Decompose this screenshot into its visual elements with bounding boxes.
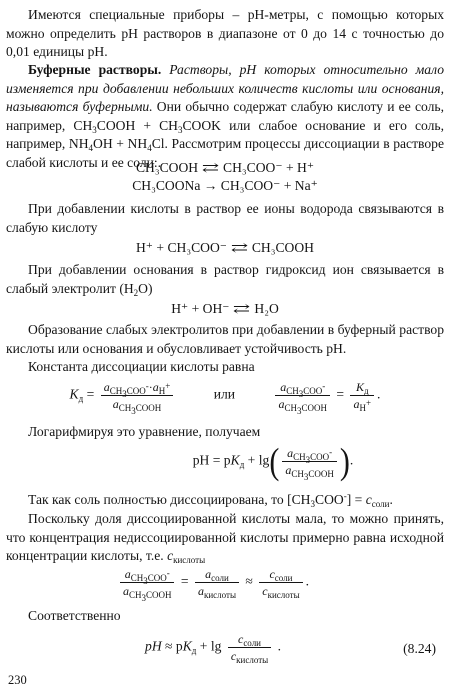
formula-ratio-approx: $\frac{a_{CH_3COO^-}}{a_{CH_3COOH}}$ = $\frac{a_{соли}}{a_{кислоты}}$ ≈ $\frac{c_{соли}}{c_{кислоты}}$ . xyxy=(0,567,438,598)
equilibrium-arrow-icon: ⇄ xyxy=(230,240,249,255)
equilibrium-arrow-icon: ⇄ xyxy=(233,301,251,316)
paragraph-buffer-solutions: Буферные растворы. Растворы, pH которых относительно мало изменяется при добавлении небольших количеств кислоты или основания, называются буферными. Они обычно содержат слабую кислоту и ее соль, например, $CH_3COOH$ + $CH_3COOK$ или слабое основание и его соль, например, $NH_4OH + NH_4Cl$. Рассмотрим процессы диссоциации в растворе слабой кислоты и ее соли:. xyxy=(6,62,444,170)
paragraph-adding-acid-text: При добавлении кислоты в раствор ее ионы водорода связываются в слабую кислоту xyxy=(6,201,444,235)
formula-dissociation-constant: $K_д$ = $\frac{a_{CH_3COO^-}\cdot a_{H^+}}{a_{CH_3COOH}}$ или $\frac{a_{CH_3COO^-}}{a_{CH_3COOH}}$ = $\frac{K_д}{a_{H^+}}$ . xyxy=(69,380,381,416)
salt-text-2: COO xyxy=(315,492,344,507)
formula-henderson: pH ≈ $pK_д + \lg$ $\frac{c_{соли}}{c_{кислоты}}$ . xyxy=(145,632,281,665)
fraction-kd: $\frac{a_{CH_3COO^-}\cdot a_{H^+}}{a_{CH_3COOH}}$ xyxy=(101,380,174,411)
paragraph-ph-meters-text: Имеются специальные приборы – pH-метры, с помощью которых можно определить pH растворов в диапазоне от 0 до 14 с точностью до 0,01 единицы pH. xyxy=(6,7,444,59)
paragraph-adding-base-text-2: O) xyxy=(138,280,153,296)
paragraph-ph-meters xyxy=(6,6,444,62)
buffer-text-3: COOK или слабое основание и его соль, например, NH xyxy=(6,117,444,151)
fraction-kd-over-h: $\frac{K_д}{a_{H^+}}$ xyxy=(350,380,374,411)
paragraph-logarithm-text: Логарифмируя это уравнение, получаем xyxy=(28,424,261,439)
eq3-left: H⁺ + CH₃COO⁻ xyxy=(135,240,227,255)
fraction-log: $\frac{a_{CH_3COO^-}}{a_{CH_3COOH}}$ xyxy=(282,446,337,477)
equation-dissociation-salt xyxy=(0,177,450,194)
formula-ph-log: pH = $pK_д + \lg$( $\frac{a_{CH_3COO^-}}{a_{CH_3COOH}}$ ). xyxy=(192,440,354,482)
buffer-solutions-heading: Буферные растворы. xyxy=(28,62,162,77)
equilibrium-arrow-icon: ⇄ xyxy=(201,160,220,175)
fraction-henderson: $\frac{c_{соли}}{c_{кислоты}}$ xyxy=(228,632,271,663)
equation-base-binding xyxy=(0,300,450,317)
fraction-ratio: $\frac{a_{CH_3COO^-}}{a_{CH_3COOH}}$ xyxy=(275,380,330,411)
eq3-right: CH₃COOH xyxy=(251,240,315,255)
fraction-activity-ratio: $\frac{a_{CH_3COO^-}}{a_{CH_3COOH}}$ xyxy=(120,567,175,598)
eq4-right: H₂O xyxy=(254,301,279,316)
paragraph-weak-electrolytes xyxy=(6,321,444,358)
paragraph-accordingly-text: Соответственно xyxy=(28,608,121,623)
buffer-text-5: Cl. Рассмотрим процессы диссоциации в растворе слабой кислоты и ее соли:. xyxy=(6,136,444,170)
or-word: или xyxy=(213,386,236,402)
page-number: 230 xyxy=(8,673,27,687)
eq2-right: CH₃COO⁻ + Na⁺ xyxy=(220,178,318,193)
paragraph-adding-acid xyxy=(6,200,444,237)
paragraph-adding-base: При добавлении основания в раствор гидроксид ион связывается в слабый электролит $(H_2O)$ xyxy=(6,262,444,298)
fraction-conc-salt-acid: $\frac{c_{соли}}{c_{кислоты}}$ xyxy=(259,567,302,598)
paragraph-dissociation-constant xyxy=(6,358,444,377)
salt-text-3: ] = xyxy=(346,492,366,507)
eq1-right: CH₃COO⁻ + H⁺ xyxy=(223,160,315,175)
buffer-text-1: Они обычно содержат слабую кислоту и ее соль, например, CH xyxy=(6,99,444,133)
paragraph-salt-dissociated: Так как соль полностью диссоциирована, то $[CH_3COO^-] = c_{соли}$. xyxy=(28,491,393,509)
paragraph-weak-electrolytes-text: Образование слабых электролитов при добавлении в буферный раствор кислоты или основания и обусловливает устойчивость pH. xyxy=(6,322,444,356)
equation-dissociation-acid xyxy=(0,159,450,176)
paragraph-acid-fraction: Поскольку доля диссоциированной кислоты мала, то можно принять, что концентрация недиссоциированной кислоты примерно равна исходной концентрации кислоты, т.е. $c_{кислоты}$ xyxy=(6,511,444,565)
paragraph-logarithm xyxy=(6,423,444,442)
eq1-left: CH₃COOH xyxy=(135,160,199,175)
eq2-left: CH₃COONa xyxy=(132,178,201,193)
paragraph-acid-fraction-text: Поскольку доля диссоциированной кислоты мала, то можно принять, что концентрация недиссоциированной кислоты примерно равна исходной концентрации кислоты, т.е. xyxy=(6,511,444,563)
paragraph-accordingly xyxy=(6,607,444,626)
fraction-activity-salt-acid: $\frac{a_{соли}}{a_{кислоты}}$ xyxy=(195,567,239,598)
paragraph-dissociation-constant-text: Константа диссоциации кислоты равна xyxy=(28,359,255,374)
equation-acid-binding xyxy=(0,239,450,256)
buffer-text-2: COOH + CH xyxy=(96,117,178,133)
paragraph-adding-base-text-1: При добавлении основания в раствор гидроксид ион связывается в слабый электролит (H xyxy=(6,262,444,296)
salt-text-1: Так как соль полностью диссоциирована, то [CH xyxy=(28,492,311,507)
eq4-left: H⁺ + OH⁻ xyxy=(171,301,230,316)
buffer-definition: Растворы, pH которых относительно мало изменяется при добавлении небольших количеств кислоты или основания, называются буферными. xyxy=(6,62,444,114)
equation-number: (8.24) xyxy=(403,641,436,656)
buffer-text-4: OH + NH xyxy=(93,136,148,151)
eq2-arrow: → xyxy=(203,178,218,193)
